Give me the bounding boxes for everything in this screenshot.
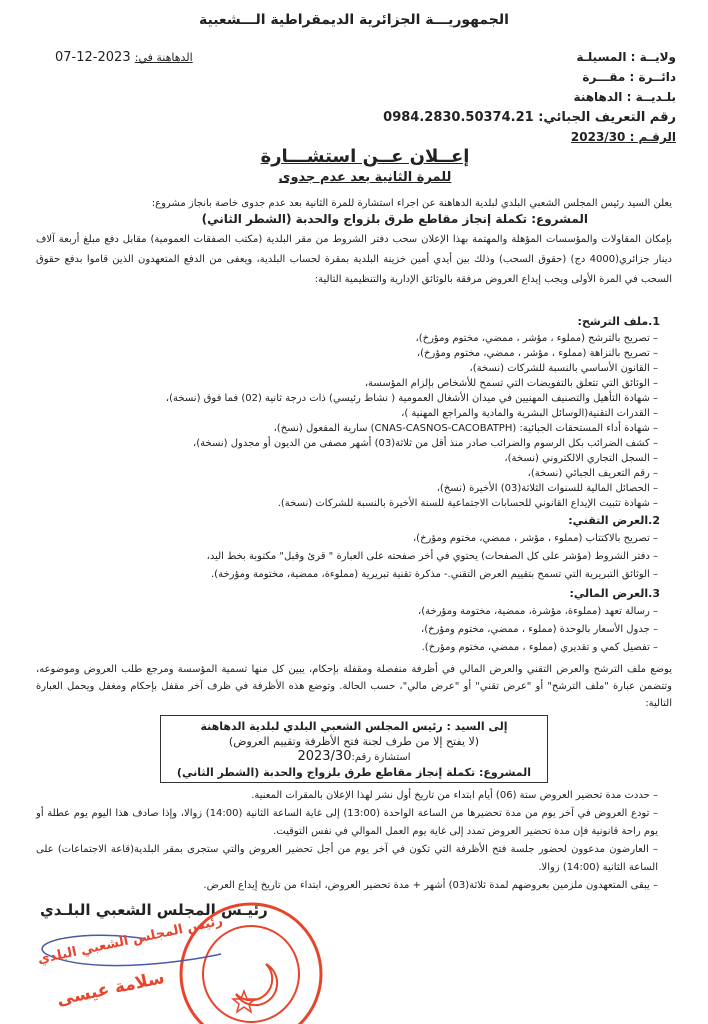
requirement-item: – القدرات التقنية(الوسائل البشرية والمادية والمراجع المهنية )، — [36, 406, 658, 421]
requirement-item: – تفصيل كمي و تقديري (مملوء ، ممضي، مختوم ومؤرخ). — [36, 639, 658, 657]
stamp-signatory-title: رئيس المجلس الشعبي البلدي — [36, 913, 224, 968]
requirement-item: – تصريح بالاكتتاب (مملوء ، مؤشر ، ممضي، مختوم ومؤرخ)، — [36, 530, 658, 548]
requirement-item: – رقم التعريف الجبائي (نسخة)، — [36, 466, 658, 481]
requirement-item: – شهادة تثبيت الإيداع القانوني للحسابات الاجتماعية للسنة الأخيرة بالنسبة للشركات (نسخة). — [36, 496, 658, 511]
requirement-item: – القانون الأساسي بالنسبة للشركات (نسخة)، — [36, 361, 658, 376]
requirement-item: – شهادة أداء المستحقات الجبائية: (CNAS-CASNOS-CACOBATPH) سارية المفعول (نسخ)، — [36, 421, 658, 436]
consult-number: 2023/30 — [297, 749, 352, 764]
section-heading: 2.العرض التقني: — [568, 514, 660, 527]
announcement-subtitle: للمرة الثانية بعد عدم جدوى — [278, 170, 452, 185]
date-label: الدهاهنة في: — [134, 51, 193, 64]
term-item: – يبقى المتعهدون ملزمين بعروضهم لمدة ثلاثة(03) أشهر + مدة تحضير العروض، ابتداء من تاريخ إيداع العرض. — [203, 880, 658, 891]
requirement-item: – شهادة التأهيل والتصنيف المهنيين في ميدان الأشغال العمومية ( نشاط رئيسي) ذات درجة ثانية (02) فما فوق (نسخة)، — [36, 391, 658, 406]
requirement-item: – الوثائق التي تتعلق بالتفويضات التي تسمح للأشخاص بإلزام المؤسسة، — [36, 376, 658, 391]
republic-title: الجمهوريـــة الجزائرية الديمقراطية الـــشعبية — [199, 12, 509, 28]
requirement-item: – رسالة تعهد (مملوءة، مؤشرة، ممضية، مختومة ومؤرخة)، — [36, 603, 658, 621]
baladia: بلـديــة : الدهاهنة — [573, 90, 676, 104]
requirement-item: – جدول الأسعار بالوحدة (مملوء ، ممضي، مختوم ومؤرخ)، — [36, 621, 658, 639]
signatory-name: سلامة عيسى — [55, 967, 167, 1011]
requirement-item: – كشف الضرائب بكل الرسوم والضرائب صادر منذ أقل من ثلاثة(03) أشهر مصفى من الديون أو مجدول (نسخة)، — [36, 436, 658, 451]
date-line — [55, 50, 193, 65]
requirement-item: – الوثائق التبريرية التي تسمح بتقييم العرض التقني.- مذكرة تقنية تبريرية (مملوءة، ممضية، مختومة ومؤرخة). — [36, 566, 658, 584]
section-heading: 3.العرض المالي: — [569, 587, 660, 600]
document-body — [36, 312, 672, 1024]
consult-label: استشارة رقم: — [351, 752, 411, 763]
envelope-paragraph: يوضع ملف الترشح والعرض التقني والعرض المالي في أظرفة منفصلة ومقفلة بإحكام، يبين كل منها تسمية المؤسسة ومرجع طلب العروض وموضوعه، وتتضمن عبارة "ملف الترشح" أو "عرض تقني" أو "عرض مالي"، حسب الحالة. وتوضع هذه الأظرفة في ظرف آخر مقفل بإحكام ومغفل ويحمل العبارة التالية: — [36, 664, 672, 709]
requirement-item: – دفتر الشروط (مؤشر على كل الصفحات) يحتوي في أخر صفحته على العبارة " قرئ وقبل" مكتوبة بخط اليد، — [36, 548, 658, 566]
signatory-title: رئيـس المجلس الشعبي البلـدي — [40, 901, 268, 919]
signature-area — [36, 913, 672, 1024]
requirement-item: – تصريح بالترشح (مملوء ، مؤشر ، ممضي، مختوم ومؤرخ)، — [36, 331, 658, 346]
term-item: – حددت مدة تحضير العروض ستة (06) أيام ابتداء من تاريخ أول نشر لهذا الإعلان بالمقرات المعنية. — [251, 790, 658, 801]
wilaya: ولايــة : المسيلـة — [576, 50, 676, 64]
envelope-project: المشروع: تكملة إنجاز مقاطع طرق بلزواج والحدبة (الشطر الثاني) — [176, 766, 532, 779]
envelope-note: (لا يفتح إلا من طرف لجنة فتح الأظرفة وتقييم العروض) — [228, 735, 480, 748]
announcement-title: إعــلان عــن استشـــارة — [260, 146, 470, 167]
reference-number: الرقـم : 2023/30 — [570, 130, 676, 144]
section-heading: 1.ملف الترشح: — [577, 315, 660, 328]
term-item: – تودع العروض في آخر يوم من مدة تحضيرها من الساعة الواحدة (13:00) إلى غاية الساعة الثانية (14:00) زوالا، وإذا صادف هذا اليوم يوم عطلة أو يوم راحة قانونية فإن مدة تحضير العروض تمدد إلى غاية يوم العمل الموالي في نفس التوقيت. — [36, 808, 658, 837]
tax-id: رقم التعريف الجبائي: 0984.2830.50374.21 — [383, 110, 676, 125]
daira: دائــرة : مقـــرة — [582, 70, 676, 84]
conditions-paragraph: بإمكان المقاولات والمؤسسات المؤهلة والمهتمة بهذا الإعلان سحب دفتر الشروط من مقر البلدية (مكتب الصفقات العمومية) مقابل دفع مبلغ أربعة آلاف دينار جزائري(4000 دج) (حقوق السحب) وذلك بين أيدي أمين خزينة البلدية بمقرة لحساب البلدية، ويعفى من الدفع المتعهدون الذين قاموا بدفع حقوق السحب في المرة الأولى ويجب إيداع العروض مرفقة بالوثائق الإدارية والتنظيمية التالية: — [36, 234, 672, 285]
requirement-item: – تصريح بالنزاهة (مملوء ، مؤشر ، ممضي، مختوم ومؤرخ)، — [36, 346, 658, 361]
envelope-recipient: إلى السيد : رئيس المجلس الشعبي البلدي لبلدية الدهاهنة — [200, 720, 508, 733]
project-line: المشروع: تكملة إنجاز مقاطع طرق بلزواج والحدبة (الشطر الثاني) — [201, 212, 588, 226]
requirement-item: – السجل التجاري الالكتروني (نسخة)، — [36, 451, 658, 466]
envelope-label-box — [160, 715, 548, 783]
date-value: 2023-12-07 — [55, 50, 131, 65]
term-item: – العارضون مدعوون لحضور جلسة فتح الأظرفة التي تكون في آخر يوم من أجل تحضير العروض والتي ستجرى بمقر البلدية(قاعة الاجتماعات) على الساعة الثانية (14:00) زوالا. — [36, 844, 658, 873]
requirement-item: – الحصائل المالية للسنوات الثلاثة(03) الأخيرة (نسخ)، — [36, 481, 658, 496]
intro-text: يعلن السيد رئيس المجلس الشعبي البلدي لبلدية الدهاهنة عن اجراء استشارة للمرة الثانية بعد عدم جدوى خاصة بانجاز مشروع: — [151, 198, 672, 209]
